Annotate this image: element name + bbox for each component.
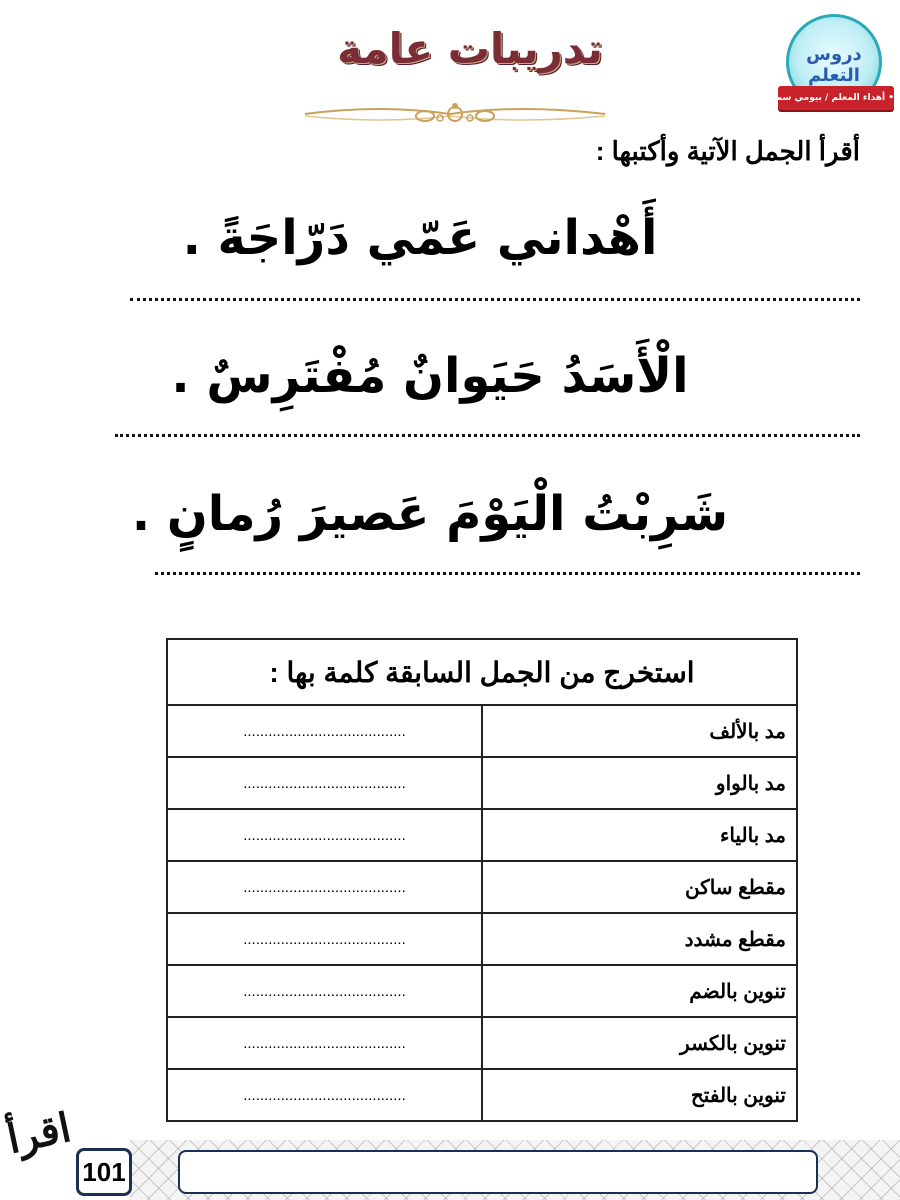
row-label: مد بالواو [482,757,797,809]
page-number: 101 [76,1148,132,1196]
answer-field[interactable]: ....................................... [167,861,482,913]
table-row [167,757,797,809]
instruction-text: أقرأ الجمل الآتية وأكتبها : [595,136,860,166]
answer-field[interactable]: ....................................... [167,1017,482,1069]
row-label: مقطع ساكن [482,861,797,913]
sentence-1: أَهْداني عَمّي دَرّاجَةً . [182,210,658,266]
writing-line-1[interactable] [130,298,860,301]
title-ornament-divider [300,100,610,130]
logo-ribbon [758,86,894,110]
table-header-row [167,639,797,705]
row-label: مد بالياء [482,809,797,861]
sentence-3: شَرِبْتُ الْيَوْمَ عَصيرَ رُمانٍ . [131,486,729,542]
logo-brand-text: دروس التعلم [806,44,862,86]
answer-field[interactable]: ....................................... [167,809,482,861]
answer-field[interactable]: ....................................... [167,913,482,965]
answer-field[interactable]: ....................................... [167,705,482,757]
table-header: استخرج من الجمل السابقة كلمة بها : [167,639,797,705]
answer-field[interactable]: ....................................... [167,757,482,809]
extraction-table [166,638,798,1122]
answer-field[interactable]: ....................................... [167,1069,482,1121]
table-row [167,1017,797,1069]
table-row [167,913,797,965]
table-row [167,705,797,757]
page-title: تدريبات عامة [337,24,603,73]
answer-field[interactable]: ....................................... [167,965,482,1017]
table-row [167,965,797,1017]
table-row [167,861,797,913]
table-row [167,809,797,861]
row-label: تنوين بالفتح [482,1069,797,1121]
row-label: مقطع مشدد [482,913,797,965]
sentence-2: الْأَسَدُ حَيَوانٌ مُفْتَرِسٌ . [171,348,689,404]
logo-badge [758,14,894,118]
row-label: تنوين بالضم [482,965,797,1017]
iqra-calligraphy-logo: اقرأ [3,1103,75,1164]
logo-ribbon-text: • أهداء المعلم / بيومي سمير • [758,93,894,103]
footer-bar [178,1150,818,1194]
row-label: تنوين بالكسر [482,1017,797,1069]
writing-line-3[interactable] [155,572,860,575]
table-row [167,1069,797,1121]
row-label: مد بالألف [482,705,797,757]
writing-line-2[interactable] [115,434,860,437]
